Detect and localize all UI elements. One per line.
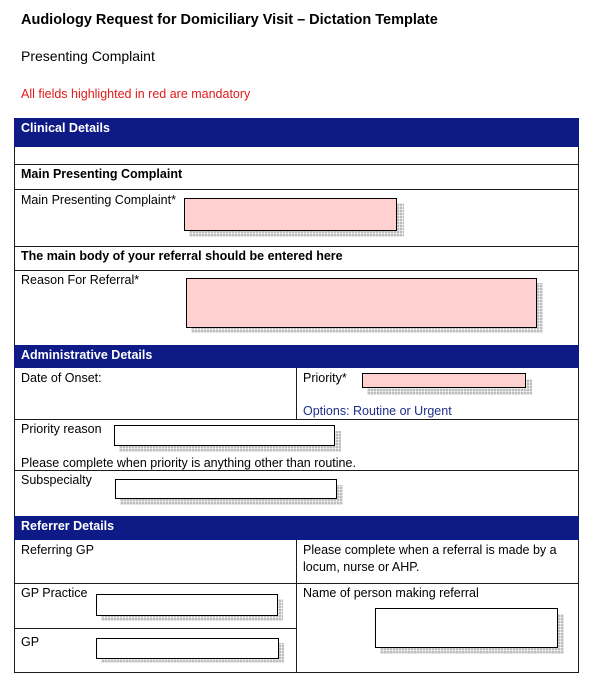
row-divider: [14, 628, 296, 629]
subspecialty-input[interactable]: [115, 479, 337, 499]
locum-note-line-1: Please complete when a referral is made by a: [303, 543, 557, 557]
reason-input[interactable]: [186, 278, 537, 328]
referring-gp-label: Referring GP: [21, 543, 94, 557]
priority-reason-input[interactable]: [114, 425, 335, 446]
gp-practice-label: GP Practice: [21, 586, 88, 600]
complaint-label: Main Presenting Complaint*: [21, 193, 176, 207]
person-making-referral-input[interactable]: [375, 608, 558, 648]
priority-options-text: Options: Routine or Urgent: [303, 404, 452, 418]
row-divider: [14, 270, 579, 271]
priority-note: Please complete when priority is anything other than routine.: [21, 456, 356, 470]
complaint-heading: Main Presenting Complaint: [21, 167, 183, 181]
priority-reason-label: Priority reason: [21, 422, 102, 436]
row-divider: [14, 164, 579, 165]
referrer-details-header: Referrer Details: [14, 516, 579, 540]
gp-label: GP: [21, 635, 40, 649]
row-divider: [14, 583, 579, 584]
subspecialty-label: Subspecialty: [21, 473, 92, 487]
gp-input[interactable]: [96, 638, 279, 659]
gp-practice-input[interactable]: [96, 594, 278, 616]
referral-body-heading: The main body of your referral should be entered here: [21, 249, 343, 263]
date-of-onset-label: Date of Onset:: [21, 371, 102, 385]
locum-note-line-2: locum, nurse or AHP.: [303, 560, 420, 574]
column-divider: [296, 368, 297, 419]
document-title: Audiology Request for Domiciliary Visit – Dictation Template: [21, 12, 438, 28]
row-divider: [14, 470, 579, 471]
mandatory-note: All fields highlighted in red are mandatory: [21, 87, 251, 101]
priority-label: Priority*: [303, 371, 347, 385]
row-divider: [14, 419, 579, 420]
administrative-details-header: Administrative Details: [14, 345, 579, 368]
person-making-referral-label: Name of person making referral: [303, 586, 479, 600]
section-subtitle: Presenting Complaint: [21, 48, 155, 64]
column-divider: [296, 540, 297, 673]
row-divider: [14, 246, 579, 247]
priority-input[interactable]: [362, 373, 526, 388]
row-divider: [14, 189, 579, 190]
clinical-details-header: Clinical Details: [14, 118, 579, 147]
reason-label: Reason For Referral*: [21, 273, 140, 287]
complaint-input[interactable]: [184, 198, 397, 231]
